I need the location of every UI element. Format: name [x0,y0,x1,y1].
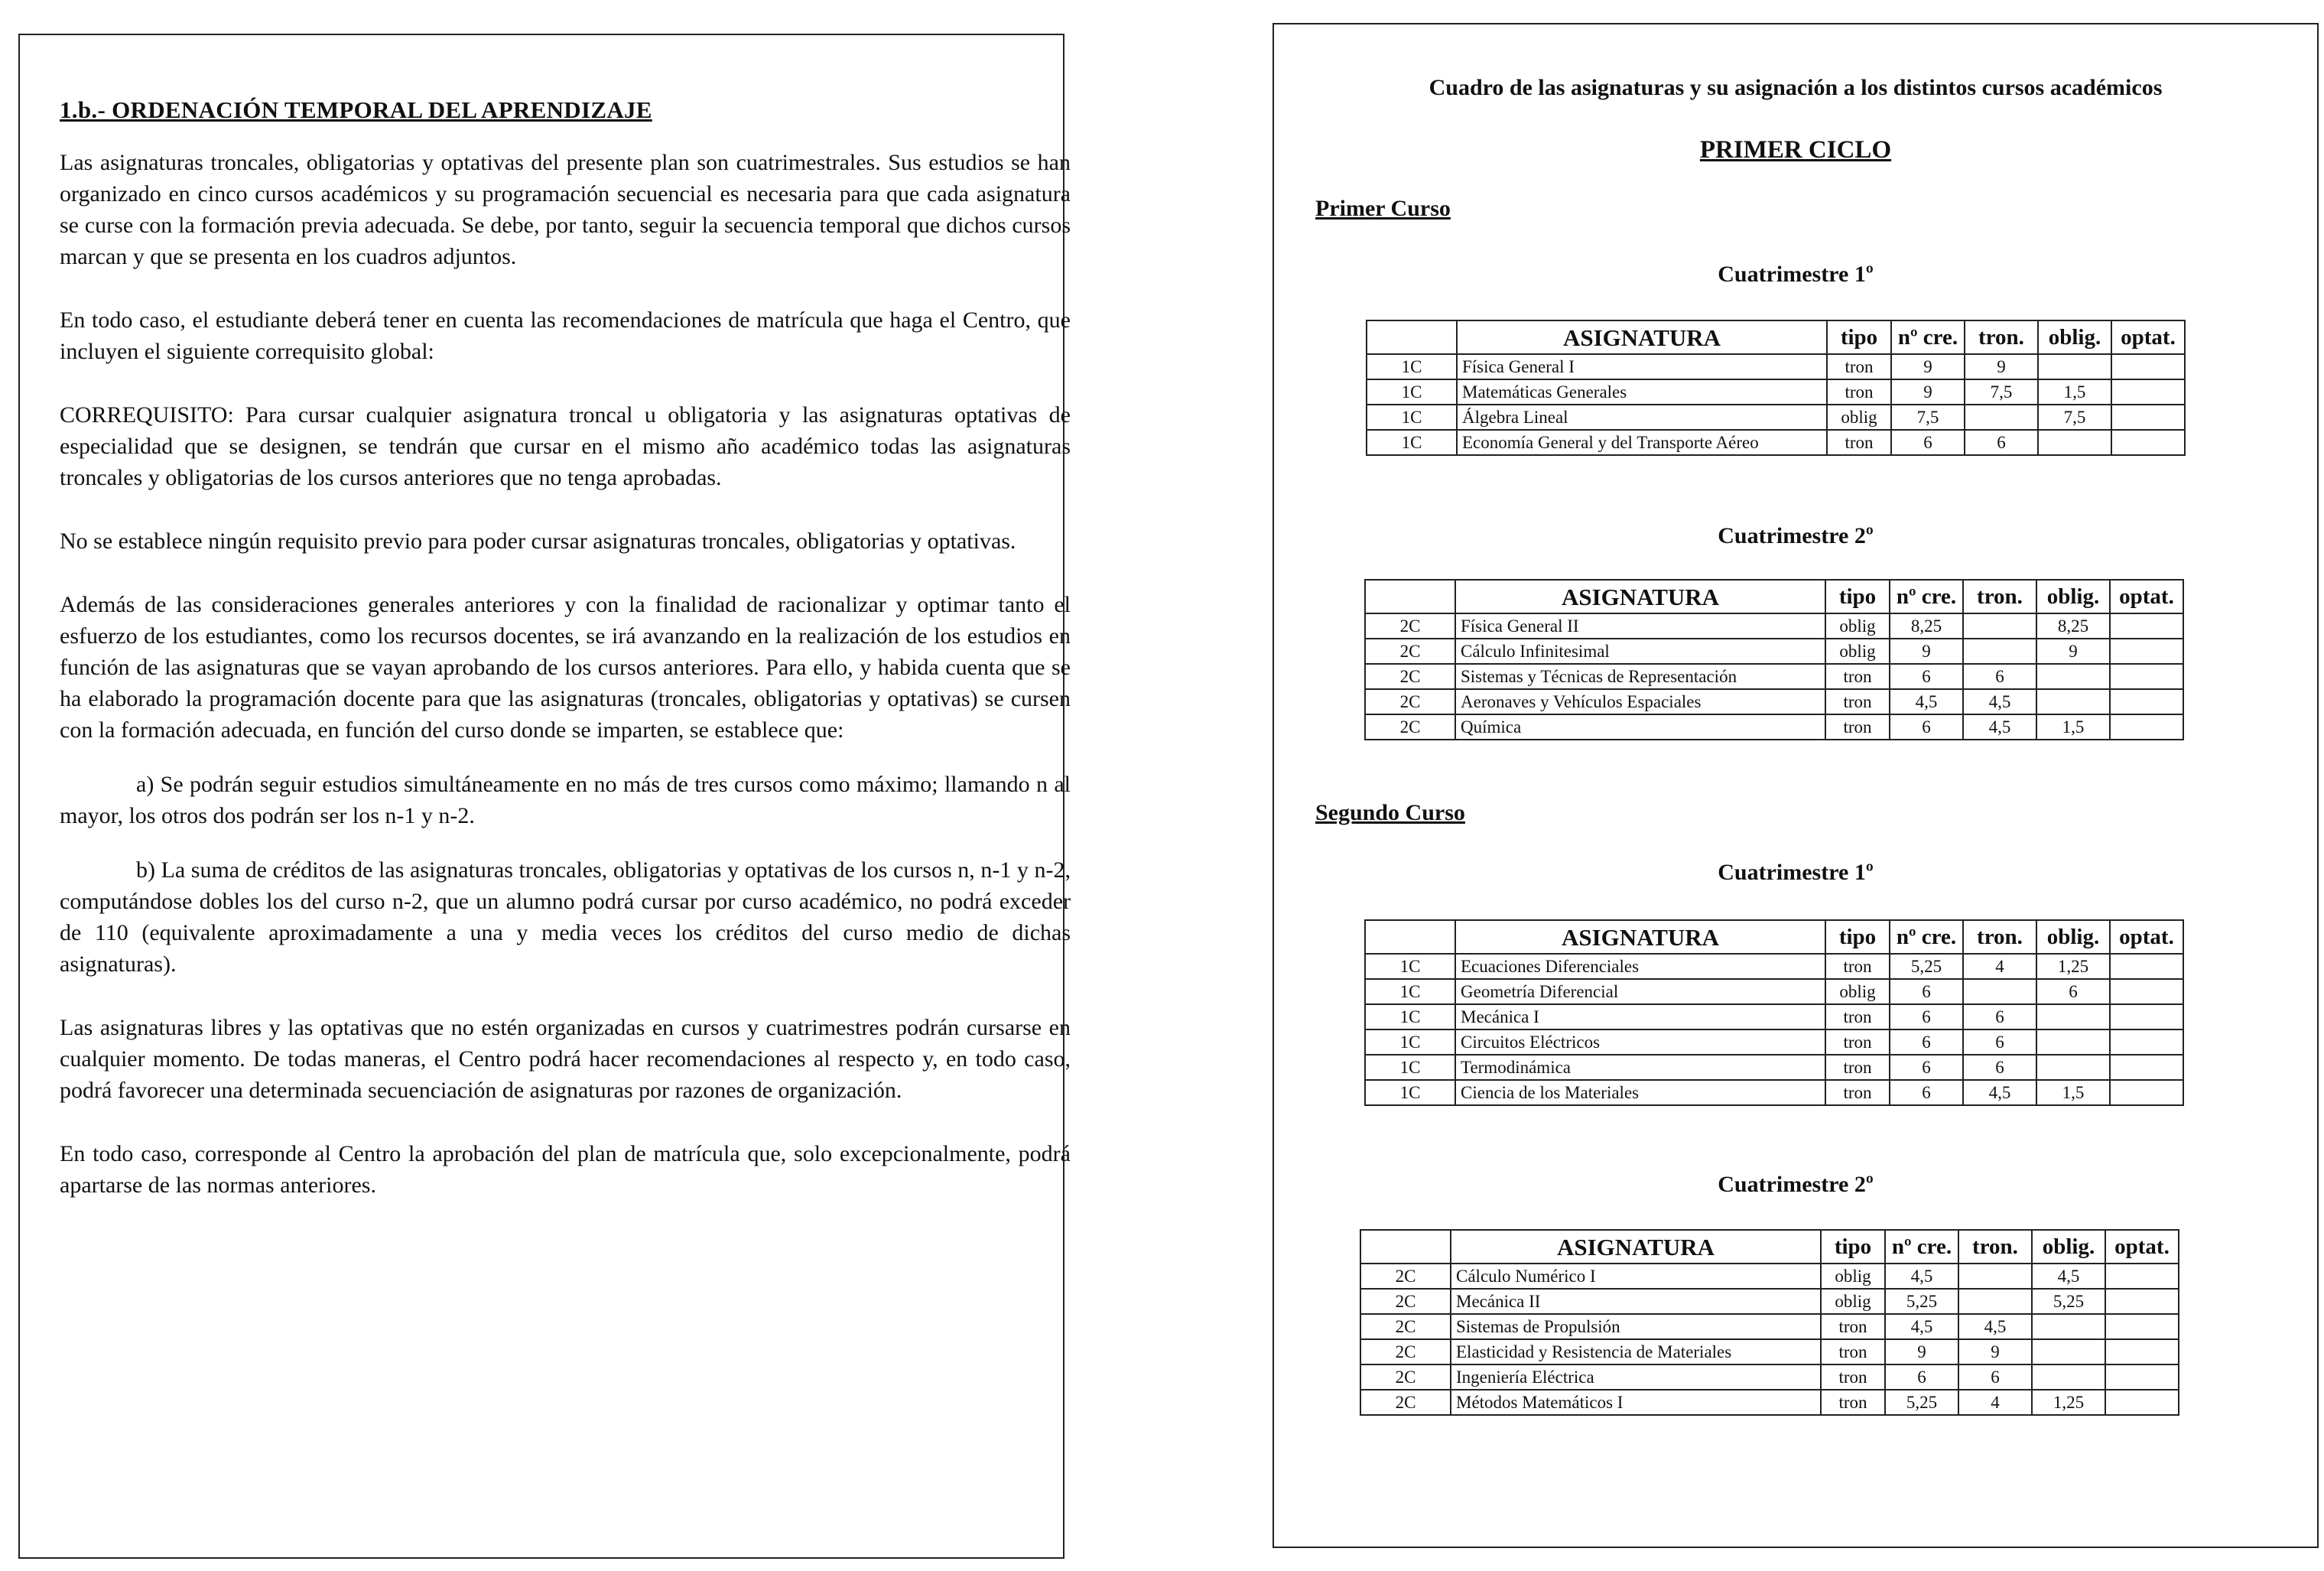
oblig-cell [2036,1004,2110,1029]
tron-cell: 4,5 [1958,1314,2032,1339]
tipo-cell: tron [1827,430,1891,455]
header-tipo: tipo [1825,580,1890,613]
subject-name-cell: Termodinámica [1455,1055,1825,1080]
oblig-cell: 1,5 [2036,714,2110,740]
credits-cell: 5,25 [1885,1390,1958,1415]
credits-cell: 6 [1890,1055,1963,1080]
optat-cell [2110,1004,2183,1029]
tron-cell: 6 [1965,430,2038,455]
cycle-title: PRIMER CICLO [1699,136,1892,164]
header-tipo: tipo [1825,920,1890,954]
semester-code-cell: 1C [1365,979,1455,1004]
subject-name-cell: Ciencia de los Materiales [1455,1080,1825,1105]
header-optat: optat. [2111,320,2185,354]
subject-name-cell: Física General II [1455,613,1825,639]
credits-cell: 5,25 [1890,954,1963,979]
optat-cell [2110,1029,2183,1055]
oblig-cell [2036,1029,2110,1055]
paragraph-intro: Las asignaturas troncales, obligatorias y optativas del presente plan son cuatrimestrales. Sus estudios se han organizado en cinco cursos académicos y su programación secuencial es necesaria para que cada asignatura se curse con la formación previa adecuada. Se debe, por tanto, seguir la secuencia temporal que dichos cursos marcan y que se presenta en los cuadros adjuntos. [60,150,1071,269]
table-header-row [1367,320,2185,354]
credits-cell: 8,25 [1890,613,1963,639]
subject-name-cell: Física General I [1457,354,1827,379]
oblig-cell [2038,430,2111,455]
optat-cell [2110,664,2183,689]
credits-cell: 6 [1890,714,1963,740]
section-heading: 1.b.- ORDENACIÓN TEMPORAL DEL APRENDIZAJE [60,96,652,123]
tipo-cell: tron [1827,354,1891,379]
table-row [1367,354,2185,379]
subject-name-cell: Aeronaves y Vehículos Espaciales [1455,689,1825,714]
semester-code-cell: 1C [1367,430,1457,455]
optat-cell [2105,1364,2179,1390]
header-tron: tron. [1958,1230,2032,1264]
tron-cell: 9 [1965,354,2038,379]
tipo-cell: tron [1821,1364,1885,1390]
optat-cell [2110,954,2183,979]
optat-cell [2111,430,2185,455]
semester-code-cell: 2C [1360,1390,1451,1415]
credits-cell: 6 [1890,664,1963,689]
credits-cell: 5,25 [1885,1289,1958,1314]
semester-code-cell: 1C [1365,954,1455,979]
tipo-cell: tron [1825,954,1890,979]
paragraph-rule-b: b) La suma de créditos de las asignaturas troncales, obligatorias y optativas de los cursos n, n-1 y n-2, computándose dobles los del curso n-2, que un alumno podrá cursar por curso académico, no podrá exceder de 110 (equivalente aproximadamente a una y media veces los créditos del curso medio de dichas asignaturas). [60,857,1071,977]
subject-name-cell: Química [1455,714,1825,740]
semester-code-cell: 1C [1367,379,1457,405]
tron-cell [1958,1289,2032,1314]
oblig-cell [2036,689,2110,714]
tron-cell: 4 [1958,1390,2032,1415]
table-row [1365,1080,2183,1105]
tron-cell: 6 [1958,1364,2032,1390]
credits-cell: 6 [1890,979,1963,1004]
credits-cell: 4,5 [1885,1314,1958,1339]
table-row [1365,639,2183,664]
credits-cell: 6 [1885,1364,1958,1390]
table-row [1365,664,2183,689]
header-asignatura: ASIGNATURA [1457,320,1827,354]
left-page [18,34,1071,1559]
optat-cell [2110,613,2183,639]
table-header-row [1365,920,2183,954]
tron-cell [1963,639,2036,664]
oblig-cell: 7,5 [2038,405,2111,430]
credits-cell: 9 [1890,639,1963,664]
table-row [1367,430,2185,455]
semester-code-cell: 1C [1365,1029,1455,1055]
optat-cell [2110,1055,2183,1080]
oblig-cell: 6 [2036,979,2110,1004]
tipo-cell: tron [1825,1080,1890,1105]
table-header-row [1365,580,2183,613]
semester-title: Cuatrimestre 1º [1718,860,1874,885]
header-optat: optat. [2105,1230,2179,1264]
semester-code-cell: 1C [1367,354,1457,379]
optat-cell [2110,639,2183,664]
header-tron: tron. [1963,580,2036,613]
subject-name-cell: Ecuaciones Diferenciales [1455,954,1825,979]
credits-cell: 6 [1891,430,1965,455]
tron-cell: 4,5 [1963,689,2036,714]
course-title-primer: Primer Curso [1315,196,1451,221]
tipo-cell: tron [1825,1055,1890,1080]
semester-code-cell: 2C [1360,1264,1451,1289]
subject-name-cell: Métodos Matemáticos I [1451,1390,1821,1415]
tron-cell [1963,979,2036,1004]
oblig-cell: 1,25 [2032,1390,2105,1415]
subject-name-cell: Geometría Diferencial [1455,979,1825,1004]
credits-cell: 9 [1885,1339,1958,1364]
header-tipo: tipo [1827,320,1891,354]
subject-name-cell: Economía General y del Transporte Aéreo [1457,430,1827,455]
semester-title: Cuatrimestre 2º [1718,1172,1874,1197]
oblig-cell: 1,5 [2038,379,2111,405]
tipo-cell: tron [1821,1314,1885,1339]
header-oblig: oblig. [2036,580,2110,613]
tron-cell [1965,405,2038,430]
header-oblig: oblig. [2038,320,2111,354]
optat-cell [2110,689,2183,714]
tron-cell: 4,5 [1963,714,2036,740]
subject-name-cell: Sistemas y Técnicas de Representación [1455,664,1825,689]
header-blank-cell [1365,920,1455,954]
header-tron: tron. [1963,920,2036,954]
optat-cell [2111,354,2185,379]
oblig-cell: 4,5 [2032,1264,2105,1289]
table-row [1360,1264,2179,1289]
tipo-cell: tron [1821,1390,1885,1415]
right-page [1273,23,2319,1548]
tron-cell: 7,5 [1965,379,2038,405]
table-row [1360,1339,2179,1364]
oblig-cell: 9 [2036,639,2110,664]
oblig-cell [2032,1339,2105,1364]
tipo-cell: tron [1825,664,1890,689]
oblig-cell: 8,25 [2036,613,2110,639]
tron-cell: 6 [1963,664,2036,689]
oblig-cell: 1,25 [2036,954,2110,979]
header-creditos: nº cre. [1890,920,1963,954]
course-title-segundo: Segundo Curso [1315,800,1465,825]
table-row [1365,1029,2183,1055]
tipo-cell: tron [1821,1339,1885,1364]
semester-code-cell: 1C [1365,1055,1455,1080]
table-row [1360,1314,2179,1339]
tipo-cell: oblig [1825,639,1890,664]
paragraph-enrolment-plan: En todo caso, corresponde al Centro la aprobación del plan de matrícula que, solo excepcionalmente, podrá apartarse de las normas anteriores. [60,1141,1071,1198]
header-creditos: nº cre. [1891,320,1965,354]
tron-cell [1963,613,2036,639]
tipo-cell: oblig [1825,613,1890,639]
subject-name-cell: Mecánica II [1451,1289,1821,1314]
optat-cell [2110,714,2183,740]
credits-cell: 9 [1891,354,1965,379]
table-row [1367,379,2185,405]
header-creditos: nº cre. [1885,1230,1958,1264]
tron-cell: 6 [1963,1029,2036,1055]
table-row [1360,1289,2179,1314]
header-blank-cell [1367,320,1457,354]
optat-cell [2105,1289,2179,1314]
optat-cell [2105,1339,2179,1364]
tipo-cell: oblig [1821,1264,1885,1289]
credits-cell: 6 [1890,1029,1963,1055]
table-row [1367,405,2185,430]
oblig-cell [2036,664,2110,689]
optat-cell [2105,1390,2179,1415]
oblig-cell [2032,1364,2105,1390]
semester-code-cell: 1C [1365,1004,1455,1029]
header-oblig: oblig. [2036,920,2110,954]
table-row [1365,954,2183,979]
subjects-table [1364,919,2184,1106]
credits-cell: 4,5 [1885,1264,1958,1289]
tron-cell: 6 [1963,1055,2036,1080]
optat-cell [2110,1080,2183,1105]
header-oblig: oblig. [2032,1230,2105,1264]
table-row [1365,613,2183,639]
semester-code-cell: 2C [1365,714,1455,740]
paragraph-free-subjects: Las asignaturas libres y las optativas que no estén organizadas en cursos y cuatrimestres podrán cursarse en cualquier momento. De todas maneras, el Centro podrá hacer recomendaciones al respecto y, en todo caso, podrá favorecer una determinada secuenciación de asignaturas por razones de organización. [60,1015,1071,1103]
tron-cell: 4,5 [1963,1080,2036,1105]
semester-code-cell: 2C [1360,1364,1451,1390]
paragraph-considerations: Además de las consideraciones generales anteriores y con la finalidad de racionalizar y optimar tanto el esfuerzo de los estudiantes, como los recursos docentes, se irá avanzando en la realización de los estudios en función de las asignaturas que se vayan aprobando de los cursos anteriores. Para ello, y habida cuenta que se ha elaborado la programación docente para que las asignaturas (troncales, obligatorias y optativas) se cursen con la formación adecuada, en función del curso donde se imparten, se establece que: [60,592,1071,743]
tron-cell [1958,1264,2032,1289]
optat-cell [2105,1314,2179,1339]
table-header-row [1360,1230,2179,1264]
paragraph-rule-a: a) Se podrán seguir estudios simultáneamente en no más de tres cursos como máximo; llamando n al mayor, los otros dos podrán ser los n-1 y n-2. [60,772,1071,828]
semester-code-cell: 1C [1365,1080,1455,1105]
semester-code-cell: 2C [1365,664,1455,689]
credits-cell: 6 [1890,1004,1963,1029]
subject-name-cell: Sistemas de Propulsión [1451,1314,1821,1339]
semester-code-cell: 2C [1360,1339,1451,1364]
semester-code-cell: 2C [1365,639,1455,664]
optat-cell [2105,1264,2179,1289]
optat-cell [2110,979,2183,1004]
header-blank-cell [1360,1230,1451,1264]
subject-name-cell: Circuitos Eléctricos [1455,1029,1825,1055]
semester-code-cell: 1C [1367,405,1457,430]
header-asignatura: ASIGNATURA [1455,580,1825,613]
credits-cell: 6 [1890,1080,1963,1105]
header-tipo: tipo [1821,1230,1885,1264]
semester-title: Cuatrimestre 2º [1718,523,1874,548]
oblig-cell [2036,1055,2110,1080]
tipo-cell: oblig [1821,1289,1885,1314]
header-blank-cell [1365,580,1455,613]
tron-cell: 6 [1963,1004,2036,1029]
semester-code-cell: 2C [1360,1314,1451,1339]
tron-cell: 4 [1963,954,2036,979]
paragraph-recommendations: En todo caso, el estudiante deberá tener en cuenta las recomendaciones de matrícula que haga el Centro, que incluyen el siguiente correquisito global: [60,307,1071,364]
tipo-cell: oblig [1825,979,1890,1004]
left-page-content [60,96,1071,1233]
oblig-cell: 5,25 [2032,1289,2105,1314]
subjects-table [1360,1229,2179,1416]
tipo-cell: tron [1825,1029,1890,1055]
semester-code-cell: 2C [1360,1289,1451,1314]
subject-name-cell: Ingeniería Eléctrica [1451,1364,1821,1390]
tipo-cell: tron [1825,1004,1890,1029]
subject-name-cell: Álgebra Lineal [1457,405,1827,430]
header-optat: optat. [2110,580,2183,613]
header-optat: optat. [2110,920,2183,954]
subject-name-cell: Matemáticas Generales [1457,379,1827,405]
paragraph-corequisite: CORREQUISITO: Para cursar cualquier asignatura troncal u obligatoria y las asignaturas optativas de especialidad que se designen, se tendrán que cursar en el mismo año académico todas las asignaturas troncales y obligatorias de los cursos anteriores que no tenga aprobadas. [60,402,1071,490]
table-row [1365,1055,2183,1080]
header-tron: tron. [1965,320,2038,354]
semester-code-cell: 2C [1365,689,1455,714]
table-row [1365,1004,2183,1029]
table-row [1360,1390,2179,1415]
oblig-cell [2032,1314,2105,1339]
tipo-cell: tron [1825,714,1890,740]
header-creditos: nº cre. [1890,580,1963,613]
table-row [1365,979,2183,1004]
optat-cell [2111,405,2185,430]
document-title: Cuadro de las asignaturas y su asignación a los distintos cursos académicos [1429,75,2163,100]
credits-cell: 4,5 [1890,689,1963,714]
oblig-cell: 1,5 [2036,1080,2110,1105]
table-row [1365,714,2183,740]
header-asignatura: ASIGNATURA [1451,1230,1821,1264]
tipo-cell: oblig [1827,405,1891,430]
oblig-cell [2038,354,2111,379]
paragraph-no-prerequisite: No se establece ningún requisito previo para poder cursar asignaturas troncales, obligatorias y optativas. [60,529,1016,554]
credits-cell: 9 [1891,379,1965,405]
credits-cell: 7,5 [1891,405,1965,430]
tron-cell: 9 [1958,1339,2032,1364]
tipo-cell: tron [1825,689,1890,714]
table-row [1360,1364,2179,1390]
subjects-table [1364,579,2184,740]
table-row [1365,689,2183,714]
optat-cell [2111,379,2185,405]
header-asignatura: ASIGNATURA [1455,920,1825,954]
subject-name-cell: Cálculo Numérico I [1451,1264,1821,1289]
subject-name-cell: Mecánica I [1455,1004,1825,1029]
semester-title: Cuatrimestre 1º [1718,262,1874,287]
semester-code-cell: 2C [1365,613,1455,639]
subjects-table [1366,320,2186,456]
subject-name-cell: Cálculo Infinitesimal [1455,639,1825,664]
tipo-cell: tron [1827,379,1891,405]
subject-name-cell: Elasticidad y Resistencia de Materiales [1451,1339,1821,1364]
